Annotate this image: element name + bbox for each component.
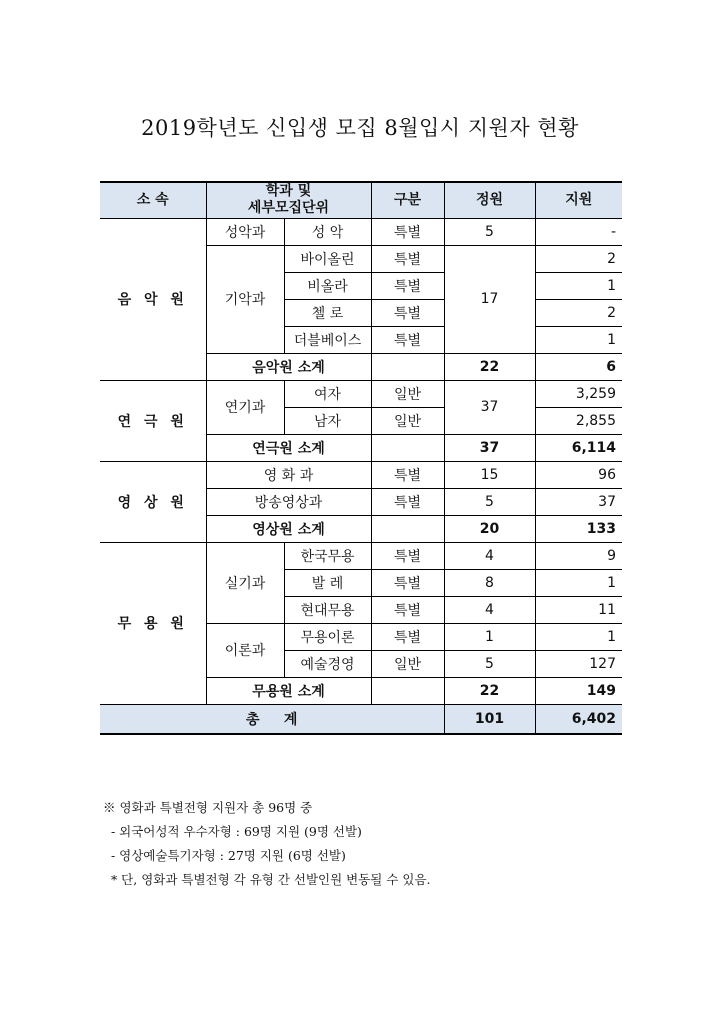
- dept-practice: 실기과: [206, 542, 284, 623]
- quota-cell: 5: [444, 650, 535, 677]
- type-cell: 특별: [371, 218, 444, 245]
- applicants-cell: 2,855: [535, 407, 622, 434]
- header-type: 구분: [371, 182, 444, 218]
- total-label: 총 계: [100, 704, 444, 734]
- total-applicants: 6,402: [535, 704, 622, 734]
- applicants-cell: 96: [535, 461, 622, 488]
- quota-cell: 17: [444, 245, 535, 353]
- quota-cell: 5: [444, 488, 535, 515]
- empty-cell: [371, 434, 444, 461]
- quota-cell: 15: [444, 461, 535, 488]
- footnotes: [103, 796, 431, 892]
- unit-cell: 영 화 과: [206, 461, 371, 488]
- subtotal-applicants: 149: [535, 677, 622, 704]
- total-quota: 101: [444, 704, 535, 734]
- type-cell: 일반: [371, 650, 444, 677]
- table-row: [100, 542, 622, 569]
- dept-vocal: 성악과: [206, 218, 284, 245]
- unit-cell: 비올라: [284, 272, 371, 299]
- subtotal-applicants: 133: [535, 515, 622, 542]
- table-row: [100, 380, 622, 407]
- subtotal-quota: 22: [444, 353, 535, 380]
- empty-cell: [371, 677, 444, 704]
- applicants-cell: 11: [535, 596, 622, 623]
- footnote-line: * 단, 영화과 특별전형 각 유형 간 선발인원 변동될 수 있음.: [103, 872, 431, 887]
- subtotal-quota: 20: [444, 515, 535, 542]
- header-affiliation: 소 속: [100, 182, 206, 218]
- unit-cell: 남자: [284, 407, 371, 434]
- type-cell: 일반: [371, 407, 444, 434]
- unit-cell: 예술경영: [284, 650, 371, 677]
- header-quota: 정원: [444, 182, 535, 218]
- applicants-cell: 3,259: [535, 380, 622, 407]
- group-drama: 연 극 원: [100, 380, 206, 461]
- total-row: [100, 704, 622, 734]
- group-film: 영 상 원: [100, 461, 206, 542]
- table-header-row: [100, 182, 622, 218]
- footnote-line: ※ 영화과 특별전형 지원자 총 96명 중: [103, 800, 313, 815]
- type-cell: 일반: [371, 380, 444, 407]
- footnote-line: - 영상예술특기자형 : 27명 지원 (6명 선발): [103, 848, 346, 863]
- type-cell: 특별: [371, 488, 444, 515]
- subtotal-label: 무용원 소계: [206, 677, 371, 704]
- applicants-cell: 1: [535, 623, 622, 650]
- applicants-cell: 1: [535, 326, 622, 353]
- unit-cell: 한국무용: [284, 542, 371, 569]
- unit-cell: 발 레: [284, 569, 371, 596]
- type-cell: 특별: [371, 569, 444, 596]
- applicants-cell: 1: [535, 569, 622, 596]
- type-cell: 특별: [371, 299, 444, 326]
- empty-cell: [371, 515, 444, 542]
- footnote-line: - 외국어성적 우수자형 : 69명 지원 (9명 선발): [103, 824, 362, 839]
- table-row: [100, 218, 622, 245]
- quota-cell: 37: [444, 380, 535, 434]
- type-cell: 특별: [371, 461, 444, 488]
- quota-cell: 5: [444, 218, 535, 245]
- applicants-cell: 9: [535, 542, 622, 569]
- subtotal-quota: 22: [444, 677, 535, 704]
- dept-acting: 연기과: [206, 380, 284, 434]
- unit-cell: 무용이론: [284, 623, 371, 650]
- type-cell: 특별: [371, 272, 444, 299]
- applicants-cell: 2: [535, 299, 622, 326]
- group-music: 음 악 원: [100, 218, 206, 380]
- header-dept-line2: 세부모집단위: [247, 200, 330, 217]
- header-applicants: 지원: [535, 182, 622, 218]
- unit-cell: 성 악: [284, 218, 371, 245]
- quota-cell: 4: [444, 542, 535, 569]
- dept-instrumental: 기악과: [206, 245, 284, 353]
- applicant-status-table: [100, 181, 622, 735]
- header-dept-line1: 학과 및: [265, 183, 312, 200]
- subtotal-label: 음악원 소계: [206, 353, 371, 380]
- unit-cell: 바이올린: [284, 245, 371, 272]
- quota-cell: 8: [444, 569, 535, 596]
- quota-cell: 1: [444, 623, 535, 650]
- applicants-cell: 1: [535, 272, 622, 299]
- unit-cell: 여자: [284, 380, 371, 407]
- type-cell: 특별: [371, 326, 444, 353]
- empty-cell: [371, 353, 444, 380]
- subtotal-applicants: 6: [535, 353, 622, 380]
- unit-cell: 첼 로: [284, 299, 371, 326]
- subtotal-label: 연극원 소계: [206, 434, 371, 461]
- dept-theory: 이론과: [206, 623, 284, 677]
- applicants-cell: 2: [535, 245, 622, 272]
- unit-cell: 더블베이스: [284, 326, 371, 353]
- type-cell: 특별: [371, 623, 444, 650]
- group-dance: 무 용 원: [100, 542, 206, 704]
- table-row: [100, 461, 622, 488]
- quota-cell: 4: [444, 596, 535, 623]
- type-cell: 특별: [371, 596, 444, 623]
- applicants-cell: 37: [535, 488, 622, 515]
- subtotal-label: 영상원 소계: [206, 515, 371, 542]
- unit-cell: 방송영상과: [206, 488, 371, 515]
- header-department: [206, 182, 371, 218]
- applicants-cell: 127: [535, 650, 622, 677]
- subtotal-quota: 37: [444, 434, 535, 461]
- applicants-cell: -: [535, 218, 622, 245]
- subtotal-applicants: 6,114: [535, 434, 622, 461]
- page-title: 2019학년도 신입생 모집 8월입시 지원자 현황: [141, 116, 579, 140]
- unit-cell: 현대무용: [284, 596, 371, 623]
- type-cell: 특별: [371, 245, 444, 272]
- type-cell: 특별: [371, 542, 444, 569]
